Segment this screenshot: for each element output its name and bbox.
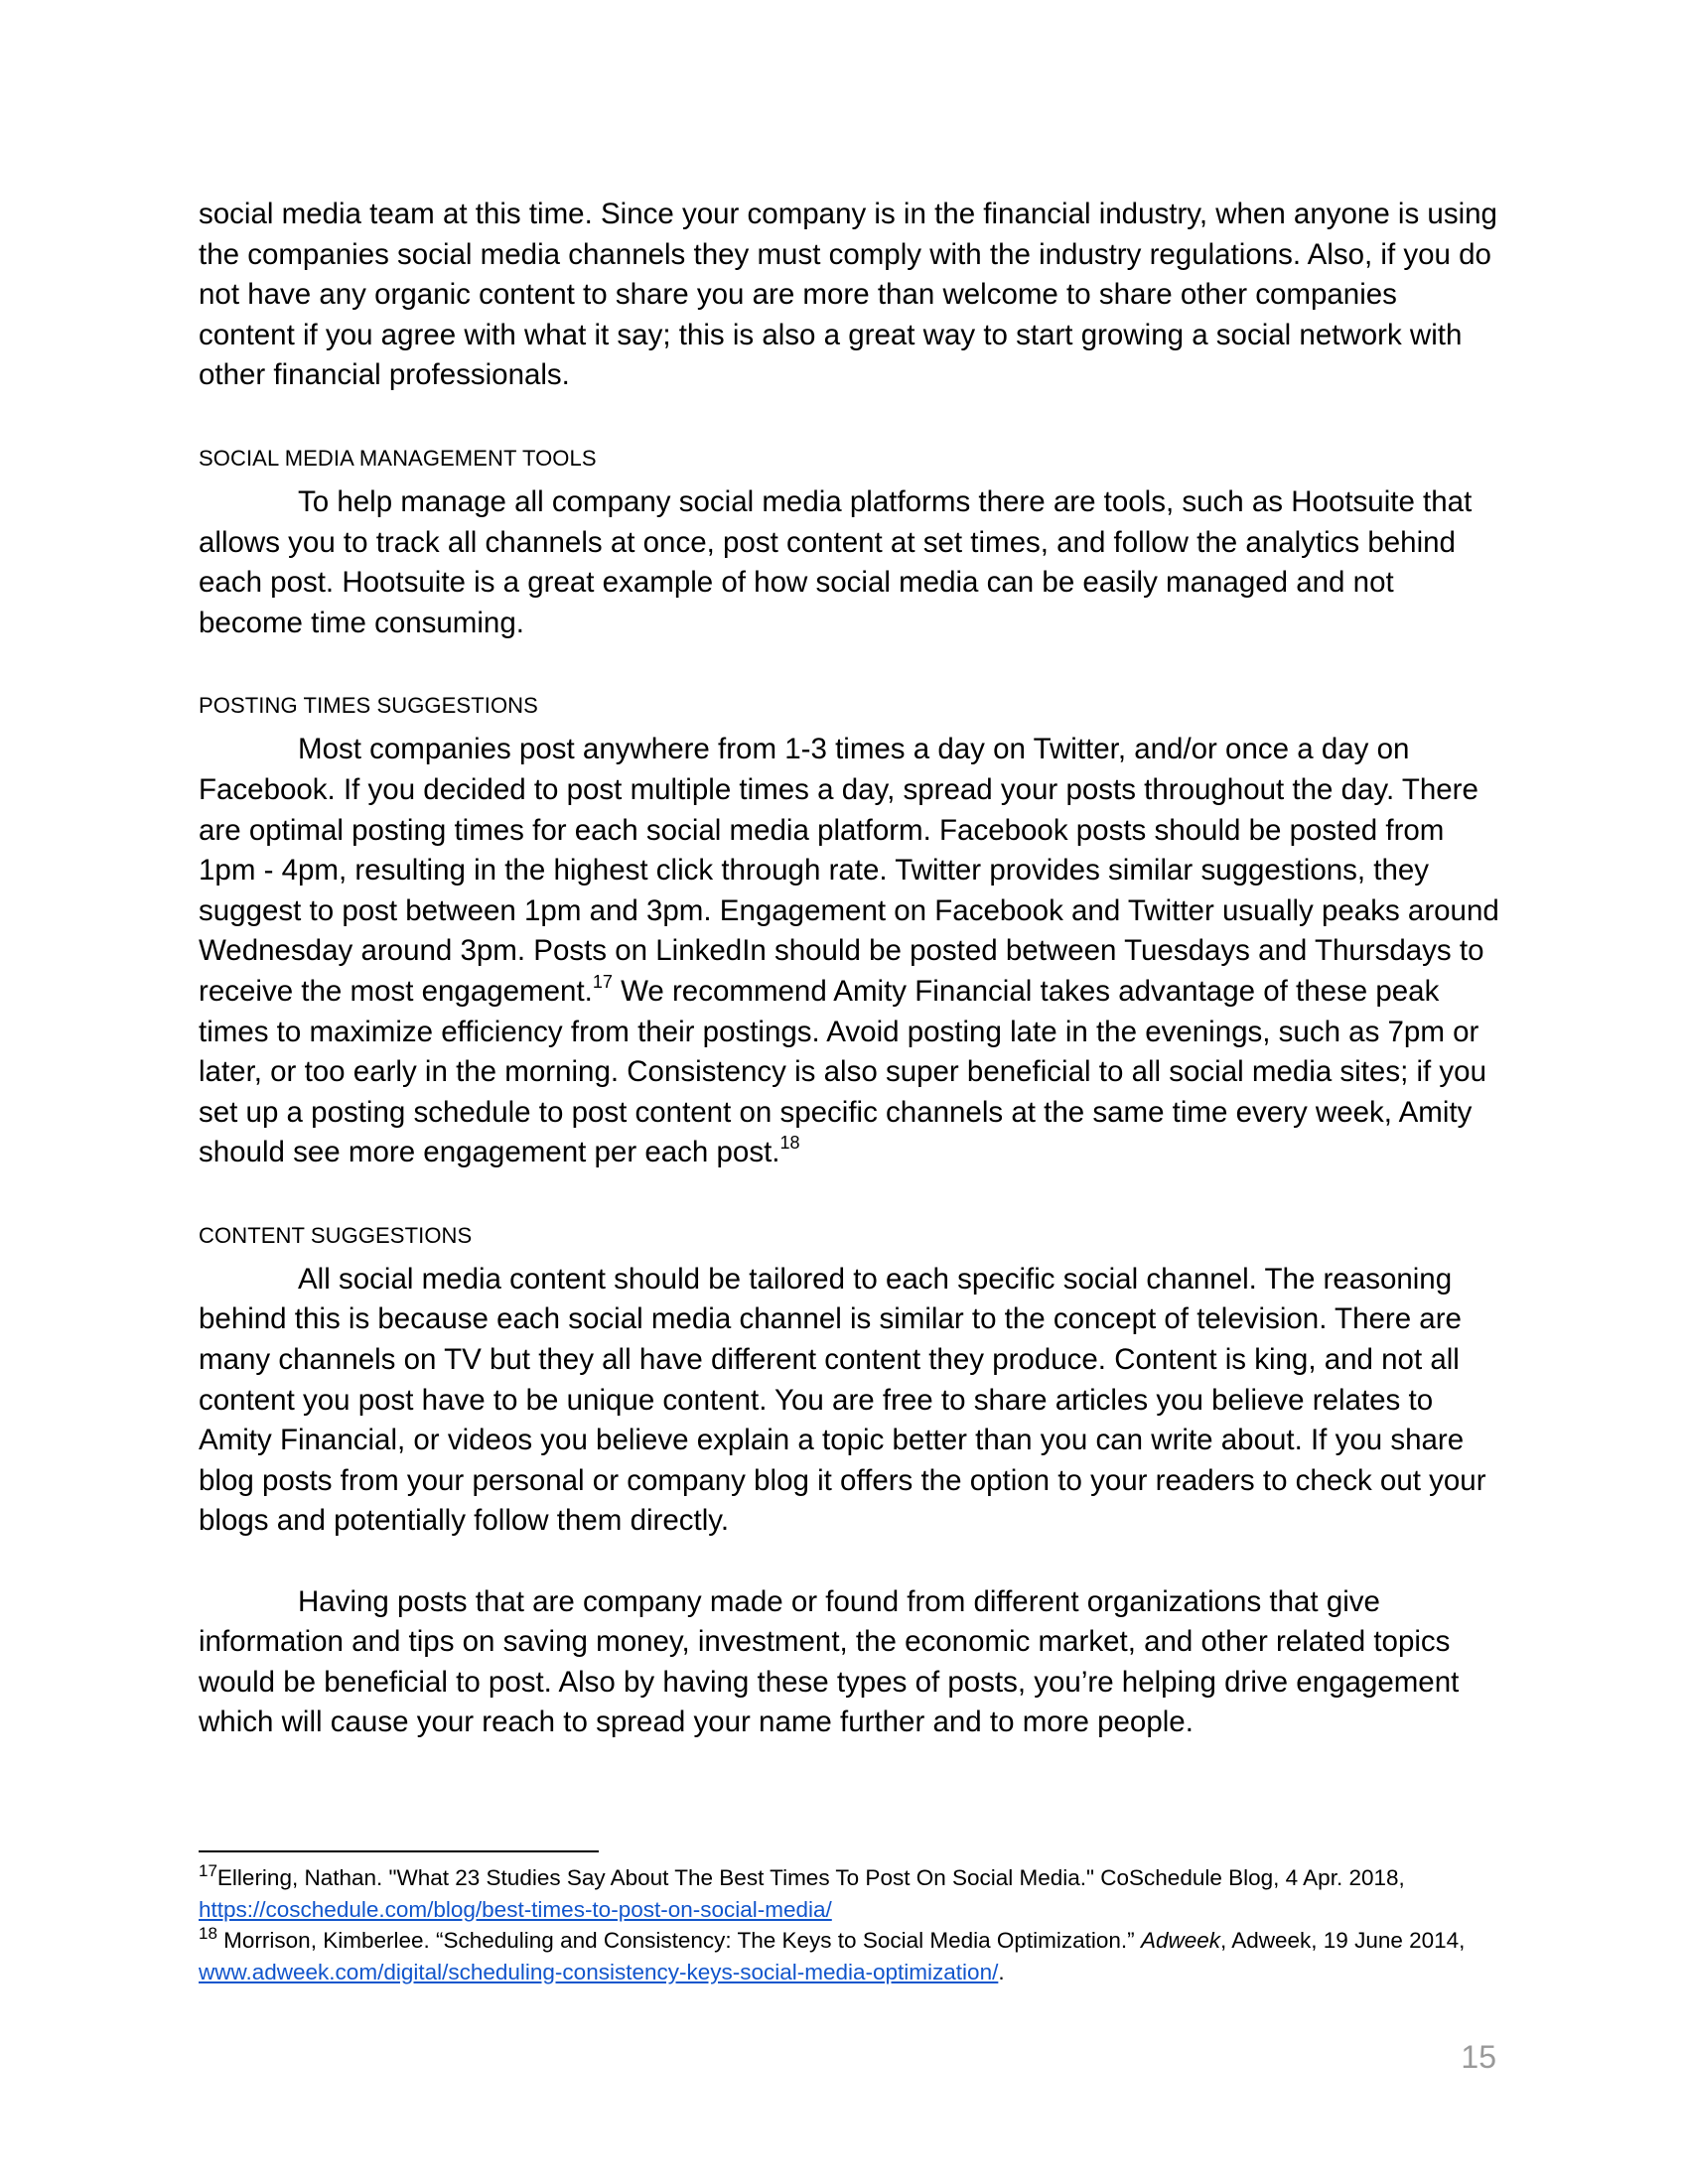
footnote-separator <box>199 1850 599 1852</box>
footnote-after: . <box>998 1959 1005 1984</box>
posting-text-part1: Most companies post anywhere from 1-3 times a day on Twitter, and/or once a day on Facebook. If you decided to post multiple times a day, spread your posts throughout the day. There are optimal posting times for each social media platform. Facebook posts should be posted from 1pm - 4pm, resulting in the highest click through rate. Twitter provides similar suggestions, they suggest to post between 1pm and 3pm. Engagement on Facebook and Twitter usually peaks around Wednesday around 3pm. Posts on LinkedIn should be posted between Tuesdays and Thursdays to receive the most engagement. <box>199 733 1499 1008</box>
heading-content-suggestions: CONTENT SUGGESTIONS <box>199 1222 473 1248</box>
paragraph-content-1: All social media content should be tailored to each specific social channel. The reasoning behind this is because each social media channel is similar to the concept of television. There are many channels on TV but they all have different content they produce. Content is king, and not all content you post have to be unique content. You are free to share articles you believe relates to Amity Financial, or videos you believe explain a topic better than you can write about. If you share blog posts from your personal or company blog it offers the option to your readers to check out your blogs and potentially follow them directly. <box>199 1262 1486 1538</box>
footnote-number: 17 <box>199 1860 217 1880</box>
paragraph-intro: social media team at this time. Since your company is in the financial industry, when anyone is using the companies social media channels they must comply with the industry regulations. Also, if you do not have any organic content to share you are more than welcome to share other companies content if you agree with what it say; this is also a great way to start growing a social network with other financial professionals. <box>199 198 1497 392</box>
footnote-18 <box>199 1925 1499 1987</box>
footnote-text: Morrison, Kimberlee. “Scheduling and Consistency: The Keys to Social Media Optimization.” <box>216 1928 1141 1953</box>
document-body <box>199 195 1499 1743</box>
footnote-ref-18[interactable]: 18 <box>779 1133 800 1154</box>
footnote-17 <box>199 1862 1499 1925</box>
heading-management-tools: SOCIAL MEDIA MANAGEMENT TOOLS <box>199 445 597 471</box>
footnote-ref-17[interactable]: 17 <box>592 972 613 993</box>
footnotes <box>199 1862 1499 1987</box>
footnote-number: 18 <box>199 1923 217 1943</box>
footnote-link[interactable]: https://coschedule.com/blog/best-times-to-post-on-social-media/ <box>199 1896 832 1922</box>
posting-text-part2: We recommend Amity Financial takes advantage of these peak times to maximize efficiency from their postings. Avoid posting late in the evenings, such as 7pm or later, or too early in the morning. Consistency is also super beneficial to all social media sites; if you set up a posting schedule to post content on specific channels at the same time every week, Amity should see more engagement per each post. <box>199 974 1486 1169</box>
footnote-link[interactable]: www.adweek.com/digital/scheduling-consistency-keys-social-media-optimization/ <box>199 1959 999 1984</box>
paragraph-tools: To help manage all company social media platforms there are tools, such as Hootsuite that allows you to track all channels at once, post content at set times, and follow the analytics behind each post. Hootsuite is a great example of how social media can be easily managed and not become time consuming. <box>199 484 1473 639</box>
page-number: 15 <box>1461 2039 1496 2075</box>
footnote-text-after: , Adweek, 19 June 2014, <box>1219 1928 1466 1953</box>
heading-posting-times: POSTING TIMES SUGGESTIONS <box>199 693 538 719</box>
footnote-text: Ellering, Nathan. "What 23 Studies Say About The Best Times To Post On Social Media." CoSchedule Blog, 4 Apr. 2018, <box>216 1865 1405 1890</box>
paragraph-posting-times <box>199 730 1499 1173</box>
footnote-publication: Adweek <box>1140 1928 1220 1953</box>
paragraph-content-2: Having posts that are company made or found from different organizations that give information and tips on saving money, investment, the economic market, and other related topics would be beneficial to post. Also by having these types of posts, you’re helping drive engagement which will cause your reach to spread your name further and to more people. <box>199 1584 1460 1739</box>
